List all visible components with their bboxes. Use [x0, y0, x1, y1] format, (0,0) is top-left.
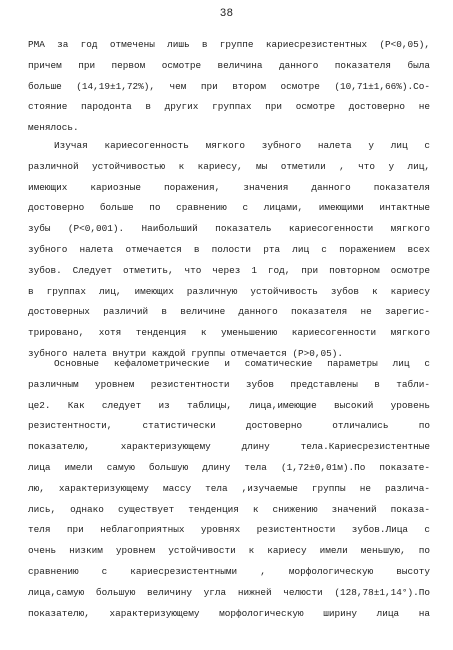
text-line: лица,самую большую величину угла нижней челюсти (128,78±1,14°).По — [28, 586, 430, 598]
text-line: в группах лиц, имеющих различную устойчивость зубов к кариесу — [28, 285, 430, 297]
text-line: показателю, характеризующему длину тела.Кариесрезистентные — [28, 441, 430, 453]
page-number: 38 — [219, 8, 234, 20]
text-line: лись, однако существует тенденция к снижению значений показа- — [28, 503, 430, 515]
text-line: Основные кефалометрические и соматические параметры лиц с — [54, 358, 430, 369]
text-line: показателю, характеризующему морфологическую ширину лица на — [28, 607, 430, 619]
text-line: зубов. Следует отметить, что через 1 год, при повторном осмотре — [28, 264, 430, 276]
text-line: очень низким уровнем устойчивости к кариесу имели меньшую, по — [28, 545, 430, 557]
text-line: теля при неблагоприятных уровнях резистентности зубов.Лица с — [28, 524, 430, 536]
paragraph-2 — [28, 136, 430, 365]
text-line: достоверно больше по сравнению с лицами, имеющими интактные — [28, 202, 430, 214]
text-line: РМА за год отмечены лишь в группе кариесрезистентных (Р<0,05), — [28, 39, 430, 50]
text-line: сравнению с кариесрезистентными , морфологическую высоту — [28, 565, 430, 577]
paragraph-3 — [28, 354, 430, 624]
paragraph-1 — [28, 35, 430, 139]
text-line: зубы (Р<0,001). Наибольший показатель кариесогенности мягкого — [28, 223, 430, 235]
text-line: стояние пародонта в других группах при осмотре достоверно не — [28, 101, 430, 113]
text-line: це2. Как следует из таблицы, лица,имеющие высокий уровень — [28, 399, 430, 411]
text-line: лю, характеризующему массу тела ,изучаемые группы не различа- — [28, 482, 430, 494]
text-line: Изучая кариесогенность мягкого зубного налета у лиц с — [54, 140, 430, 151]
text-line: больше (14,19±1,72%), чем при втором осмотре (10,71±1,66%).Со- — [28, 80, 430, 92]
text-line: менялось. — [28, 122, 79, 134]
text-line: лица имели самую большую длину тела (1,72±0,01м).По показате- — [28, 461, 430, 473]
text-line: различным уровнем резистентности зубов представлены в табли- — [28, 378, 430, 390]
text-line: достоверных различий в величине данного показателя не зарегис- — [28, 306, 430, 318]
text-line: резистентности, статистически достоверно отличались по — [28, 420, 430, 432]
text-line: различной устойчивостью к кариесу, мы отметили , что у лиц, — [28, 160, 430, 172]
text-line: трировано, хотя тенденция к уменьшению кариесогенности мягкого — [28, 327, 430, 339]
text-line: зубного налета внутри каждой группы отмечается (Р>0,05). — [28, 347, 344, 359]
text-line: причем при первом осмотре величина данного показателя была — [28, 59, 430, 71]
text-line: зубного налета отмечается в полости рта лиц с поражением всех — [28, 243, 430, 255]
text-line: имеющих кариозные поражения, значения данного показателя — [28, 181, 430, 193]
